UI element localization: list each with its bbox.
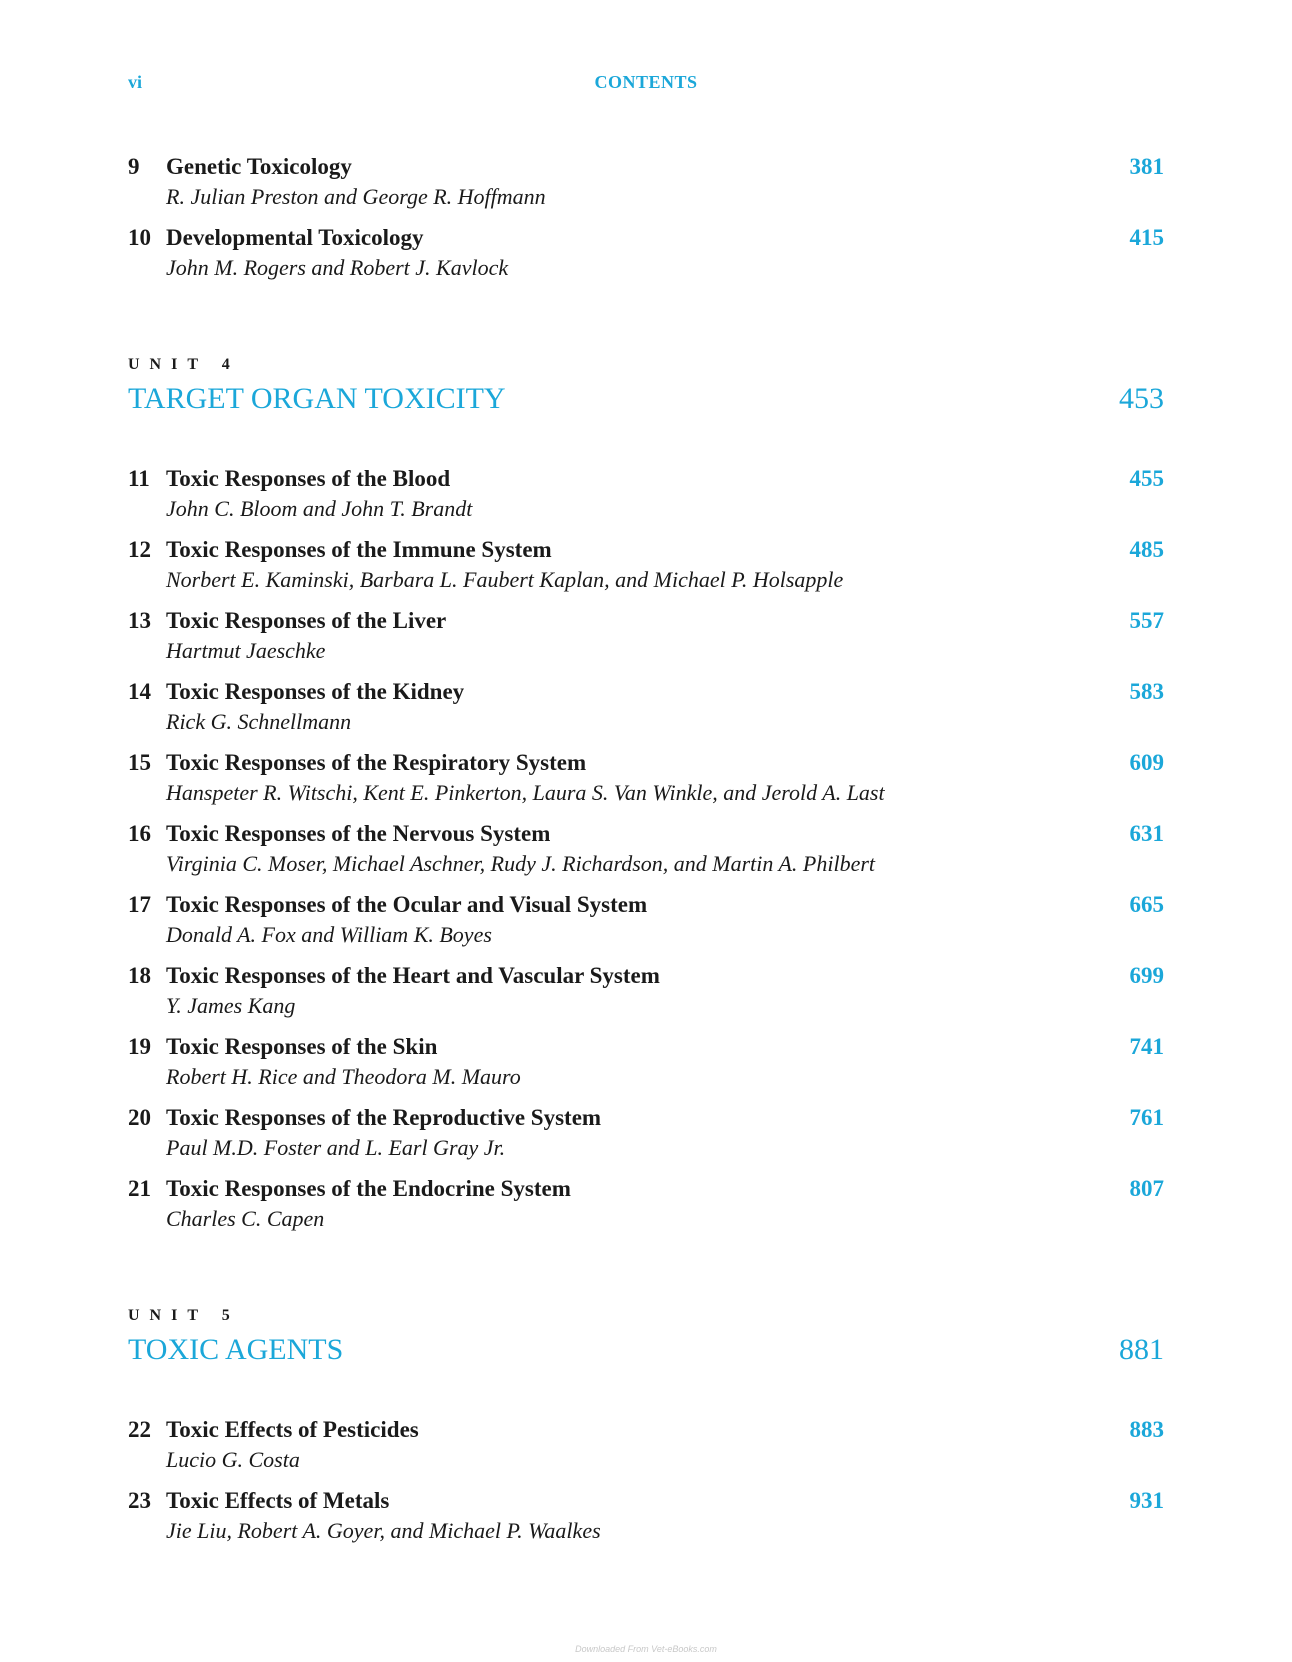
toc-entry[interactable]	[128, 150, 1164, 221]
chapter-page-number: 807	[1129, 1176, 1164, 1201]
chapter-number: 18	[128, 963, 151, 988]
chapter-title: Toxic Responses of the Immune System	[166, 537, 552, 562]
chapter-title: Toxic Responses of the Ocular and Visual System	[166, 892, 648, 917]
chapter-number: 16	[128, 821, 151, 846]
chapter-title: Toxic Responses of the Liver	[166, 608, 447, 633]
unit-heading-5	[128, 1287, 1164, 1413]
chapter-number: 17	[128, 892, 151, 917]
chapter-title: Toxic Responses of the Endocrine System	[166, 1176, 571, 1201]
unit-label: UNIT 4	[128, 356, 240, 373]
chapter-page-number: 931	[1129, 1488, 1164, 1513]
chapter-number: 14	[128, 679, 151, 704]
chapter-title: Toxic Responses of the Nervous System	[166, 821, 551, 846]
running-head-title: CONTENTS	[594, 72, 698, 92]
chapter-title: Toxic Responses of the Heart and Vascular System	[166, 963, 660, 988]
chapter-authors: Rick G. Schnellmann	[166, 709, 352, 734]
chapter-page-number: 415	[1129, 225, 1164, 250]
unit-page-number: 453	[1119, 382, 1164, 415]
chapter-group-1	[128, 150, 1164, 292]
chapter-authors: Jie Liu, Robert A. Goyer, and Michael P. Waalkes	[166, 1518, 601, 1543]
table-of-contents	[128, 150, 1164, 1555]
toc-entry[interactable]	[128, 462, 1164, 533]
footer-watermark: Downloaded From Vet-eBooks.com	[575, 1644, 717, 1654]
toc-entry[interactable]	[128, 746, 1164, 817]
chapter-page-number: 665	[1129, 892, 1164, 917]
toc-entry[interactable]	[128, 604, 1164, 675]
chapter-group-3	[128, 1413, 1164, 1555]
chapter-authors: John C. Bloom and John T. Brandt	[166, 496, 473, 521]
toc-entry[interactable]	[128, 1030, 1164, 1101]
chapter-page-number: 741	[1129, 1034, 1164, 1059]
toc-entry[interactable]	[128, 959, 1164, 1030]
chapter-number: 12	[128, 537, 151, 562]
toc-entry[interactable]	[128, 675, 1164, 746]
chapter-number: 15	[128, 750, 151, 775]
chapter-authors: R. Julian Preston and George R. Hoffmann	[166, 184, 546, 209]
chapter-authors: Virginia C. Moser, Michael Aschner, Rudy J. Richardson, and Martin A. Philbert	[166, 851, 876, 876]
unit-title[interactable]: TOXIC AGENTS	[128, 1333, 344, 1366]
chapter-authors: Hanspeter R. Witschi, Kent E. Pinkerton, Laura S. Van Winkle, and Jerold A. Last	[166, 780, 885, 805]
toc-entry[interactable]	[128, 817, 1164, 888]
toc-entry[interactable]	[128, 1484, 1164, 1555]
chapter-authors: Donald A. Fox and William K. Boyes	[166, 922, 492, 947]
chapter-page-number: 485	[1129, 537, 1164, 562]
chapter-authors: Norbert E. Kaminski, Barbara L. Faubert Kaplan, and Michael P. Holsapple	[166, 567, 844, 592]
chapter-number: 9	[128, 154, 140, 179]
chapter-number: 21	[128, 1176, 151, 1201]
chapter-authors: Robert H. Rice and Theodora M. Mauro	[166, 1064, 521, 1089]
chapter-page-number: 455	[1129, 466, 1164, 491]
chapter-title: Genetic Toxicology	[166, 154, 352, 179]
chapter-page-number: 761	[1129, 1105, 1164, 1130]
unit-label: UNIT 5	[128, 1307, 240, 1324]
toc-entry[interactable]	[128, 888, 1164, 959]
running-head	[128, 72, 1164, 96]
chapter-authors: Y. James Kang	[166, 993, 296, 1018]
chapter-number: 13	[128, 608, 151, 633]
chapter-title: Toxic Responses of the Blood	[166, 466, 451, 491]
chapter-authors: Charles C. Capen	[166, 1206, 325, 1231]
unit-title[interactable]: TARGET ORGAN TOXICITY	[128, 382, 506, 415]
chapter-page-number: 583	[1129, 679, 1164, 704]
chapter-number: 20	[128, 1105, 151, 1130]
toc-entry[interactable]	[128, 533, 1164, 604]
chapter-title: Toxic Effects of Pesticides	[166, 1417, 419, 1442]
toc-entry[interactable]	[128, 1101, 1164, 1172]
toc-entry[interactable]	[128, 221, 1164, 292]
chapter-authors: Lucio G. Costa	[166, 1447, 300, 1472]
chapter-page-number: 631	[1129, 821, 1164, 846]
chapter-number: 10	[128, 225, 151, 250]
chapter-title: Toxic Responses of the Skin	[166, 1034, 438, 1059]
chapter-page-number: 381	[1129, 154, 1164, 179]
chapter-number: 11	[128, 466, 150, 491]
page-folio: vi	[128, 72, 143, 92]
unit-heading-4	[128, 336, 1164, 462]
chapter-page-number: 699	[1129, 963, 1164, 988]
chapter-number: 22	[128, 1417, 151, 1442]
toc-entry[interactable]	[128, 1413, 1164, 1484]
toc-entry[interactable]	[128, 1172, 1164, 1243]
chapter-title: Developmental Toxicology	[166, 225, 424, 250]
chapter-number: 19	[128, 1034, 151, 1059]
chapter-page-number: 557	[1129, 608, 1164, 633]
chapter-authors: Paul M.D. Foster and L. Earl Gray Jr.	[166, 1135, 506, 1160]
chapter-number: 23	[128, 1488, 151, 1513]
chapter-title: Toxic Responses of the Kidney	[166, 679, 465, 704]
chapter-title: Toxic Responses of the Respiratory System	[166, 750, 587, 775]
chapter-title: Toxic Responses of the Reproductive System	[166, 1105, 602, 1130]
chapter-authors: John M. Rogers and Robert J. Kavlock	[166, 255, 509, 280]
chapter-authors: Hartmut Jaeschke	[166, 638, 326, 663]
chapter-title: Toxic Effects of Metals	[166, 1488, 390, 1513]
chapter-page-number: 883	[1129, 1417, 1164, 1442]
unit-page-number: 881	[1119, 1333, 1164, 1366]
chapter-group-2	[128, 462, 1164, 1243]
chapter-page-number: 609	[1129, 750, 1164, 775]
